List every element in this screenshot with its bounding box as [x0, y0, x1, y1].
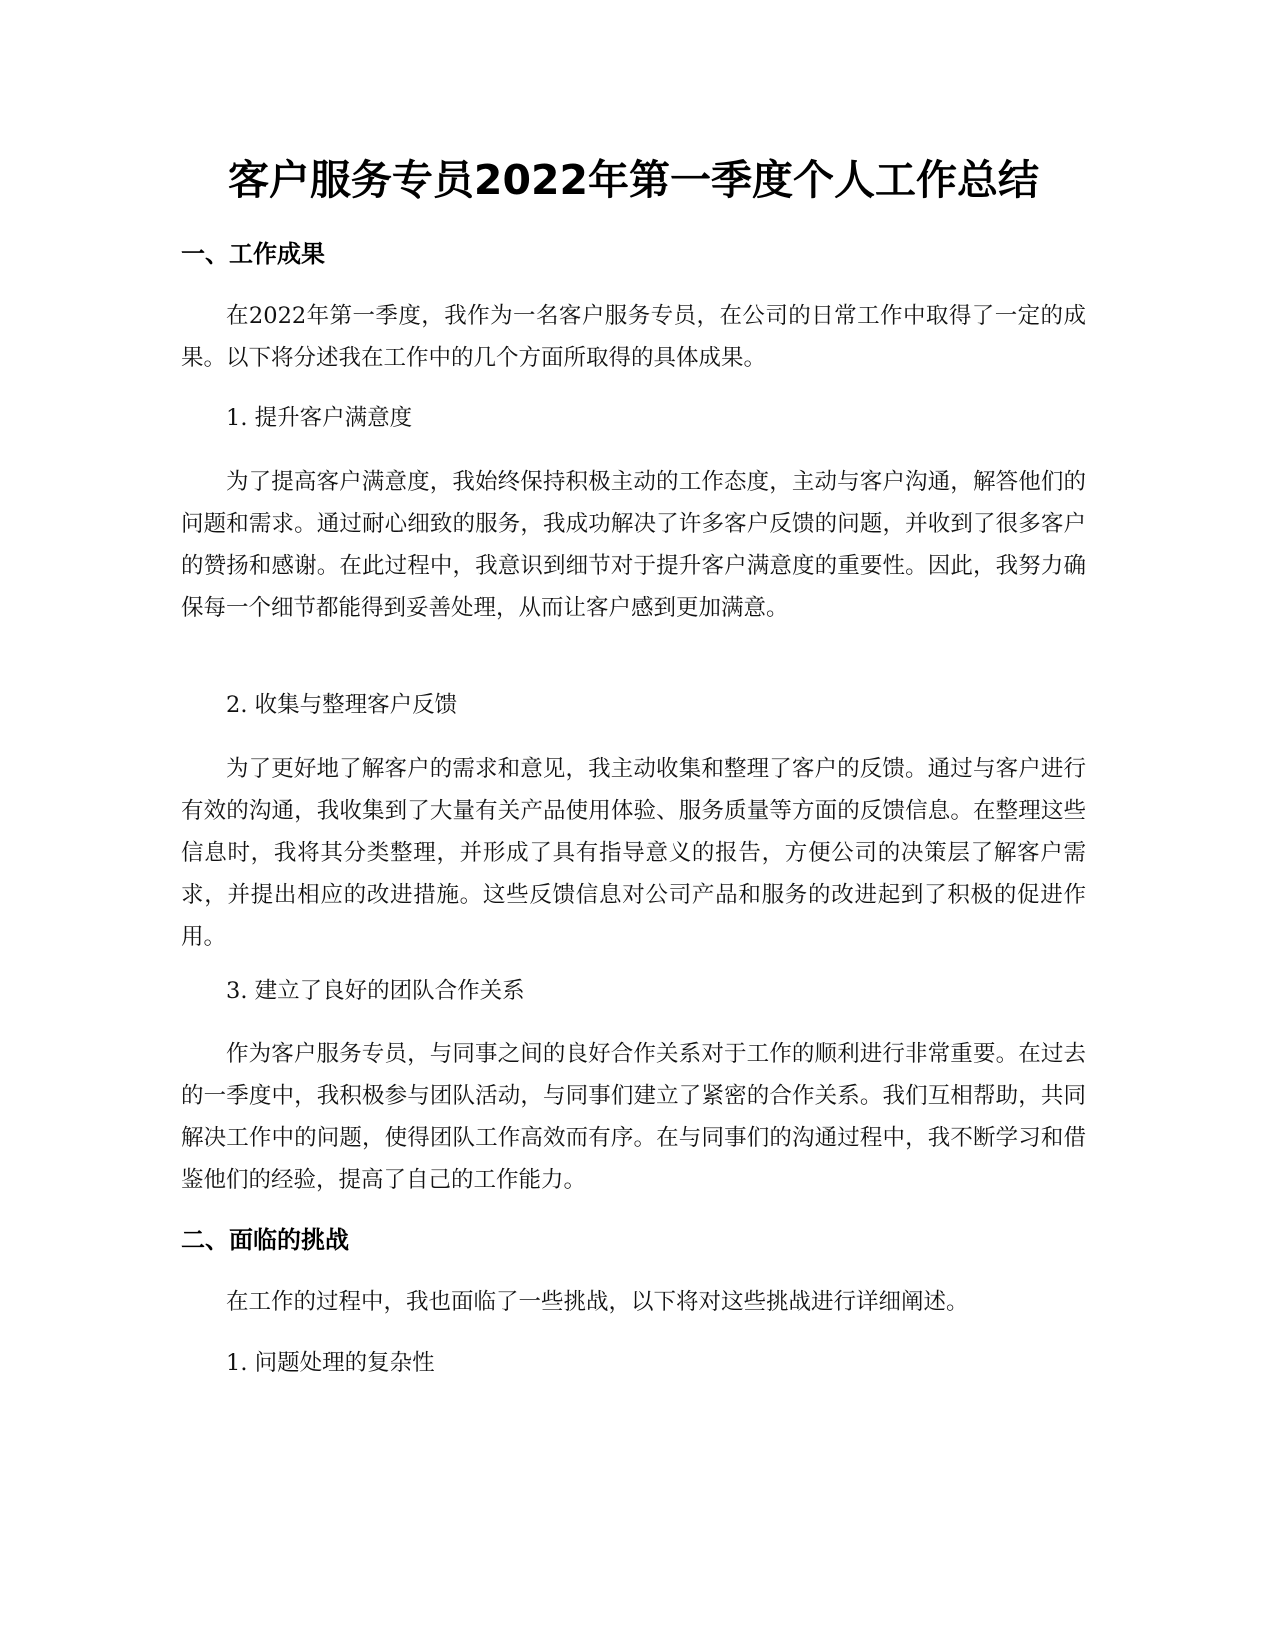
- section-heading-achievements: 一、工作成果: [181, 240, 325, 268]
- item-text-teamwork: 作为客户服务专员，与同事之间的良好合作关系对于工作的顺利进行非常重要。在过去的一季度中，我积极参与团队活动，与同事们建立了紧密的合作关系。我们互相帮助，共同解决工作中的问题，使得团队工作高效而有序。在与同事们的沟通过程中，我不断学习和借鉴他们的经验，提高了自己的工作能力。: [181, 1041, 1086, 1193]
- document-title: 客户服务专员2022年第一季度个人工作总结: [227, 156, 1040, 204]
- section-intro-challenges: 在工作的过程中，我也面临了一些挑战，以下将对这些挑战进行详细阐述。: [226, 1289, 969, 1315]
- document-page: [181, 0, 1086, 1650]
- item-title-feedback: 2. 收集与整理客户反馈: [226, 692, 458, 718]
- section-intro-achievements: 在2022年第一季度，我作为一名客户服务专员，在公司的日常工作中取得了一定的成果。以下将分述我在工作中的几个方面所取得的具体成果。: [181, 303, 1086, 371]
- item-title-teamwork: 3. 建立了良好的团队合作关系: [226, 978, 525, 1004]
- item-title-satisfaction: 1. 提升客户满意度: [226, 405, 413, 431]
- item-title-complexity: 1. 问题处理的复杂性: [226, 1350, 435, 1376]
- section-heading-challenges: 二、面临的挑战: [181, 1226, 349, 1254]
- item-text-feedback: 为了更好地了解客户的需求和意见，我主动收集和整理了客户的反馈。通过与客户进行有效的沟通，我收集到了大量有关产品使用体验、服务质量等方面的反馈信息。在整理这些信息时，我将其分类整理，并形成了具有指导意义的报告，方便公司的决策层了解客户需求，并提出相应的改进措施。这些反馈信息对公司产品和服务的改进起到了积极的促进作用。: [181, 756, 1086, 950]
- item-text-satisfaction: 为了提高客户满意度，我始终保持积极主动的工作态度，主动与客户沟通，解答他们的问题和需求。通过耐心细致的服务，我成功解决了许多客户反馈的问题，并收到了很多客户的赞扬和感谢。在此过程中，我意识到细节对于提升客户满意度的重要性。因此，我努力确保每一个细节都能得到妥善处理，从而让客户感到更加满意。: [181, 469, 1086, 621]
